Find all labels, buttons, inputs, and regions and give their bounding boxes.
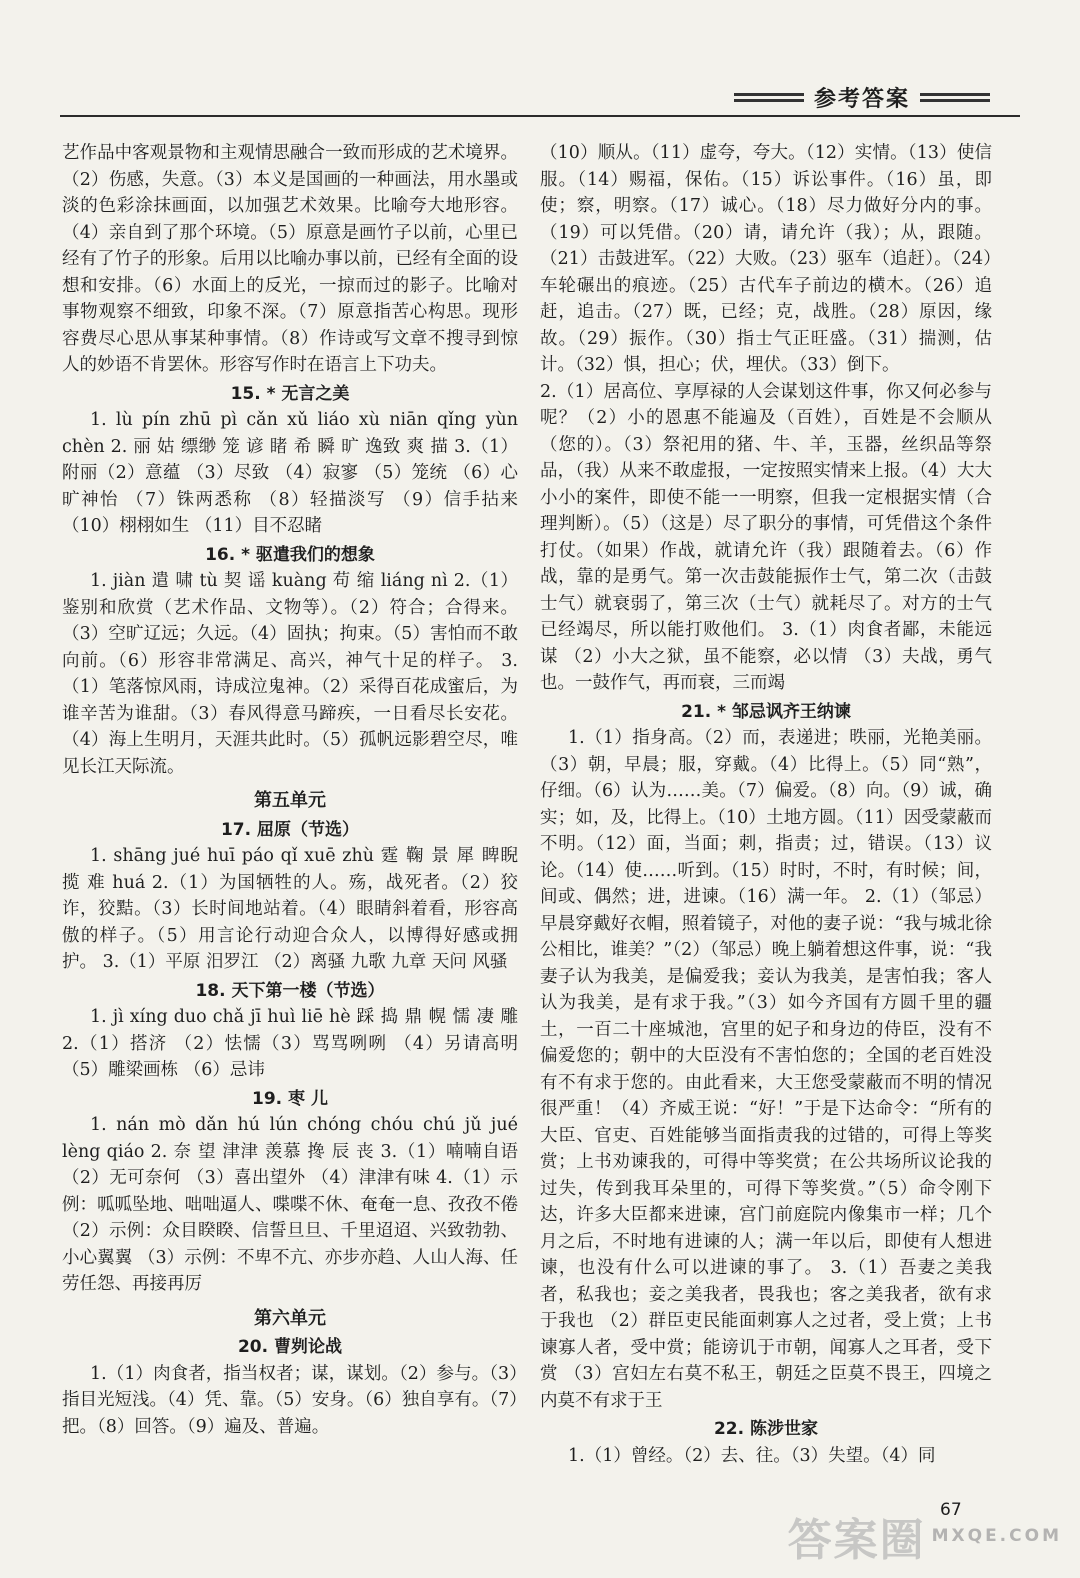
answer-paragraph: 1. shāng jué huī páo qǐ xuē zhù 霆 鞠 景 犀 睥睨 揽 难 huá 2.（1）为国牺牲的人。殇，战死者。（2）狡诈，狡黠。（3）长时间地站着。（4）眼睛斜着看，形容高傲的样子。（5）用言论行动迎合众人，以博得好感或拥护。 3.（1）平原 汨罗江 （2）离骚 九歌 九章 天问 风骚	[62, 846, 518, 972]
header-rule	[60, 115, 1020, 117]
section-heading: 21. * 邹忌讽齐王纳谏	[681, 701, 851, 722]
header-title: 参考答案	[813, 86, 910, 112]
page-number: 67	[940, 1500, 962, 1520]
watermark-site-url: MXQE.COM	[931, 1526, 1062, 1546]
section-heading: 20. 曹刿论战	[237, 1337, 343, 1357]
section-heading: 15. * 无言之美	[230, 383, 350, 404]
header-decoration-right	[920, 93, 990, 102]
answer-paragraph: 艺作品中客观景物和主观情思融合一致而形成的艺术境界。（2）伤感，失意。（3）本义是国画的一种画法，用水墨或淡的色彩涂抹画面，以加强艺术效果。比喻夸大地形容。（4）亲自到了那个环境。（5）原意是画竹子以前，心里已经有了竹子的形象。后用以比喻办事以前，已经有全面的设想和安排。（6）水面上的反光，一掠而过的影子。比喻对事物观察不细致，印象不深。（7）原意指苦心构思。现形容费尽心思从事某种事情。（8）作诗或写文章不搜寻到惊人的妙语不肯罢休。形容写作时在语言上下功夫。	[62, 143, 518, 375]
answer-paragraph: 2.（1）居高位、享厚禄的人会谋划这件事，你又何必参与呢？（2）小的恩惠不能遍及（百姓），百姓是不会顺从（您的）。（3）祭祀用的猪、牛、羊，玉器，丝织品等祭品，（我）从来不敢虚报，一定按照实情来上报。（4）大大小小的案件，即使不能一一明察，但我一定根据实情（合理判断）。（5）（这是）尽了职分的事情，可凭借这个条件打仗。（如果）作战，就请允许（我）跟随着去。（6）作战，靠的是勇气。第一次击鼓能振作士气，第二次（击鼓士气）就衰弱了，第三次（士气）就耗尽了。对方的士气已经竭尽，所以能打败他们。 3.（1）肉食者鄙，未能远谋 （2）小大之狱，虽不能察，必以情 （3）夫战，勇气也。一鼓作气，再而衰，三而竭	[540, 381, 992, 693]
answer-paragraph: 1.（1）指身高。（2）而，表递进；昳丽，光艳美丽。（3）朝，早晨；服，穿戴。（4）比得上。（5）同“熟”，仔细。（6）认为……美。（7）偏爱。（8）向。（9）诚，确实；如，及，比得上。（10）土地方圆。（11）因受蒙蔽而不明。（12）面，当面；刺，指责；过，错误。（13）议论。（14）使……听到。（15）时时，不时，有时候；间，间或、偶然；进，进谏。（16）满一年。 2.（1）（邹忌）早晨穿戴好衣帽，照着镜子，对他的妻子说：“我与城北徐公相比，谁美？”（2）（邹忌）晚上躺着想这件事，说：“我妻子认为我美，是偏爱我；妾认为我美，是害怕我；客人认为我美，是有求于我。”（3）如今齐国有方圆千里的疆土，一百二十座城池，宫里的妃子和身边的侍臣，没有不偏爱您的；朝中的大臣没有不害怕您的；全国的老百姓没有不有求于您的。由此看来，大王您受蒙蔽而不明的情况很严重！（4）齐威王说：“好！”于是下达命令：“所有的大臣、官吏、百姓能够当面指责我的过错的，可得上等奖赏；上书劝谏我的，可得中等奖赏；在公共场所议论我的过失，传到我耳朵里的，可得下等奖赏。”（5）命令刚下达，许多大臣都来进谏，宫门前庭院内像集市一样；几个月之后，不时地有进谏的人；满一年以后，即使有人想进谏，也没有什么可以进谏的事了。 3.（1）吾妻之美我者，私我也；妾之美我者，畏我也；客之美我者，欲有求于我也 （2）群臣吏民能面刺寡人之过者，受上赏；上书谏寡人者，受中赏；能谤讥于市朝，闻寡人之耳者，受下赏 （3）宫妇左右莫不私王，朝廷之臣莫不畏王，四境之内莫不有求于王	[540, 728, 992, 1411]
answer-paragraph: 1. jiàn 遣 啸 tù 契 谣 kuàng 苟 缩 liáng nì 2.（1）鉴别和欣赏（艺术作品、文物等）。（2）符合；合得来。（3）空旷辽远；久远。（4）固执；拘束。（5）害怕而不敢向前。（6）形容非常满足、高兴，神气十足的样子。 3.（1）笔落惊风雨，诗成泣鬼神。（2）采得百花成蜜后，为谁辛苦为谁甜。（3）春风得意马蹄疾，一日看尽长安花。（4）海上生明月，天涯共此时。（5）孤帆远影碧空尽，唯见长江天际流。	[62, 571, 518, 777]
page-header	[734, 82, 990, 113]
right-column	[540, 140, 992, 1469]
site-watermark	[788, 1504, 1062, 1568]
answer-paragraph: 1.（1）曾经。（2）去、往。（3）失望。（4）同	[568, 1445, 936, 1466]
answer-paragraph: 1. lù pín zhū pì cǎn xǔ liáo xù niān qǐng yùn chèn 2. 丽 姑 缥缈 笼 谚 睹 希 瞬 旷 逸致 爽 描 3.（1）附丽（2）意蕴 （3）尽致 （4）寂寥 （5）笼统 （6）心旷神怡 （7）铢两悉称 （8）轻描淡写 （9）信手拈来（10）栩栩如生 （11）目不忍睹	[62, 410, 518, 536]
watermark-logo-text: 答案圈	[787, 1515, 926, 1566]
section-heading: 18. 天下第一楼（节选）	[195, 980, 385, 1001]
answer-paragraph: 1.（1）肉食者，指当权者；谋，谋划。（2）参与。（3）指目光短浅。（4）凭、靠。（5）安身。（6）独自享有。（7）把。（8）回答。（9）遍及、普遍。	[62, 1363, 518, 1437]
unit-heading: 第五单元	[254, 790, 326, 811]
left-column	[62, 140, 518, 1440]
section-heading: 16. * 驱遣我们的想象	[205, 544, 375, 565]
unit-heading: 第六单元	[254, 1307, 326, 1329]
answer-paragraph: 1. nán mò dǎn hú lún chóng chóu chú jǔ jué lèng qiáo 2. 奈 望 津津 羡慕 搀 辰 丧 3.（1）喃喃自语 （2）无可奈何 （3）喜出望外 （4）津津有味 4.（1）示例：呱呱坠地、咄咄逼人、喋喋不休、奄奄一息、孜孜不倦 （2）示例：众目睽睽、信誓旦旦、千里迢迢、兴致勃勃、小心翼翼 （3）示例：不卑不亢、亦步亦趋、人山人海、任劳任怨、再接再厉	[62, 1115, 518, 1294]
answer-paragraph: 1. jì xíng duo chǎ jī huì liē hè 踩 捣 鼎 幌 懦 凄 雕 2.（1）搭济 （2）怯懦（3）骂骂咧咧 （4）另请高明 （5）雕梁画栋 （6）忌讳	[62, 1007, 518, 1080]
answer-paragraph: （10）顺从。（11）虚夸，夸大。（12）实情。（13）使信服。（14）赐福，保佑。（15）诉讼事件。（16）虽，即使；察，明察。（17）诚心。（18）尽力做好分内的事。（19）可以凭借。（20）请，请允许（我）；从，跟随。（21）击鼓进军。（22）大败。（23）驱车（追赶）。（24）车轮碾出的痕迹。（25）古代车子前边的横木。（26）追赶，追击。（27）既，已经；克，战胜。（28）原因，缘故。（29）振作。（30）指士气正旺盛。（31）揣测，估计。（32）惧，担心；伏，埋伏。（33）倒下。	[540, 143, 992, 375]
section-heading: 17. 屈原（节选）	[220, 819, 360, 840]
section-heading: 22. 陈涉世家	[713, 1419, 819, 1439]
header-decoration-left	[734, 93, 804, 102]
section-heading: 19. 枣 儿	[252, 1088, 328, 1109]
